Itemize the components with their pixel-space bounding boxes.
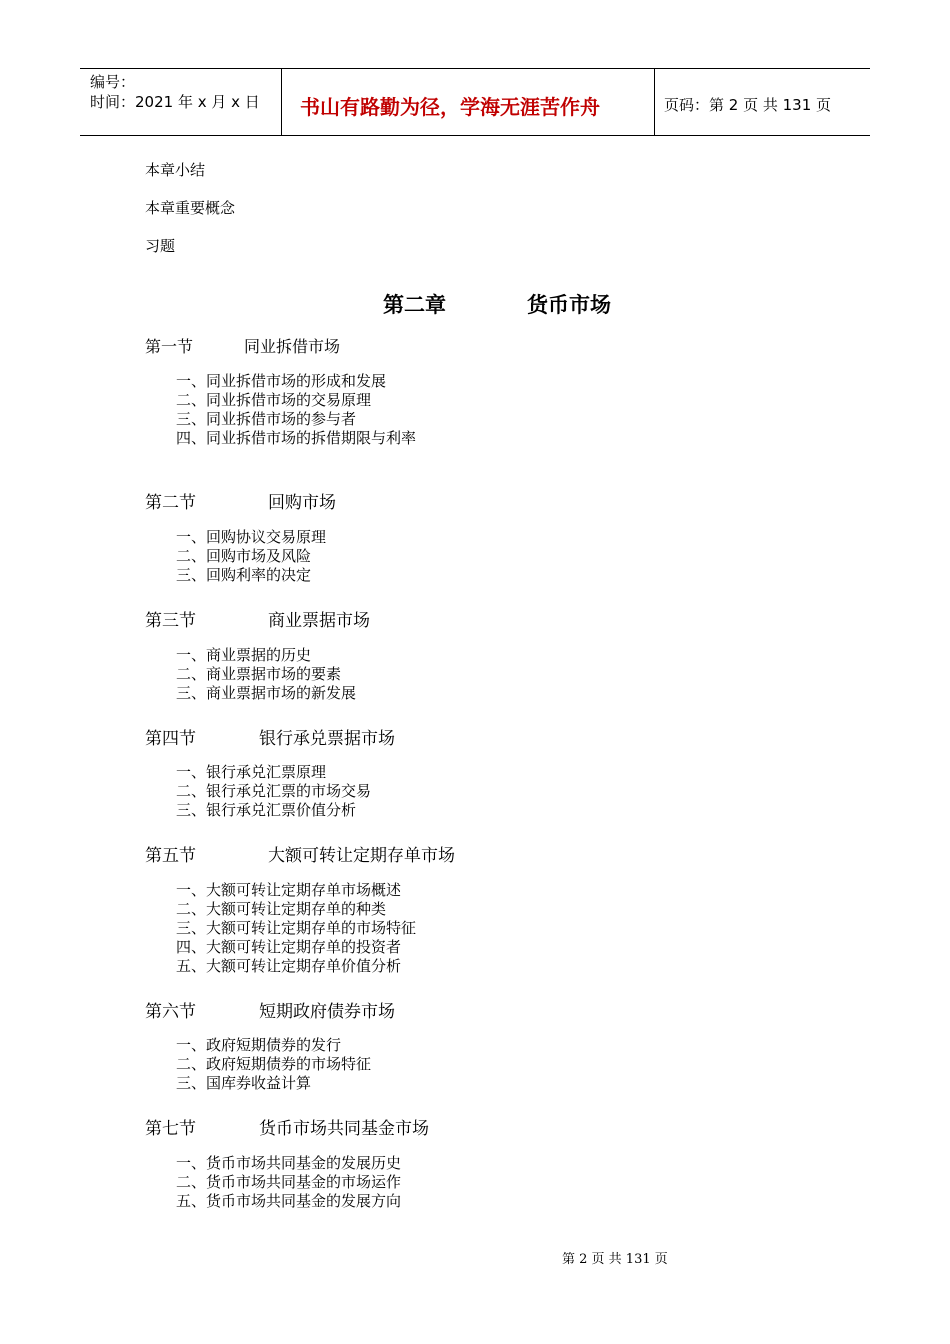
section-item: 四、大额可转让定期存单的投资者: [176, 938, 402, 956]
section-item: 一、政府短期债券的发行: [176, 1036, 342, 1054]
intro-summary: 本章小结: [145, 161, 206, 179]
section-item: 二、货币市场共同基金的市场运作: [176, 1173, 402, 1191]
section-item: 四、同业拆借市场的拆借期限与利率: [176, 429, 417, 447]
section-item: 一、同业拆借市场的形成和发展: [176, 372, 387, 390]
section-item: 三、大额可转让定期存单的市场特征: [176, 919, 417, 937]
section-item: 二、大额可转让定期存单的种类: [176, 900, 387, 918]
section-item: 五、大额可转让定期存单价值分析: [176, 957, 402, 975]
section-item: 二、银行承兑汇票的市场交易: [176, 782, 372, 800]
section-item: 二、商业票据市场的要素: [176, 665, 342, 683]
section-item: 二、回购市场及风险: [176, 547, 312, 565]
section-title: 回购市场: [268, 493, 336, 513]
section-item: 二、政府短期债券的市场特征: [176, 1055, 372, 1073]
section-item: 五、货币市场共同基金的发展方向: [176, 1192, 402, 1210]
section-title: 短期政府债券市场: [259, 1002, 395, 1022]
section-item: 三、同业拆借市场的参与者: [176, 410, 357, 428]
section-item: 一、货币市场共同基金的发展历史: [176, 1154, 402, 1172]
section-item: 三、银行承兑汇票价值分析: [176, 801, 357, 819]
header-bottom-rule: [80, 135, 870, 136]
section-number: 第六节: [145, 1002, 196, 1022]
section-item: 三、商业票据市场的新发展: [176, 684, 357, 702]
section-item: 三、国库券收益计算: [176, 1074, 312, 1092]
section-item: 一、银行承兑汇票原理: [176, 763, 327, 781]
section-title: 银行承兑票据市场: [259, 729, 395, 749]
header-number-label: 编号：: [90, 73, 136, 91]
section-item: 二、同业拆借市场的交易原理: [176, 391, 372, 409]
section-title: 商业票据市场: [268, 611, 370, 631]
section-number: 第一节: [145, 337, 194, 356]
section-item: 三、回购利率的决定: [176, 566, 312, 584]
section-number: 第三节: [145, 611, 196, 631]
header-motto: 书山有路勤为径，学海无涯苦作舟: [300, 95, 600, 119]
section-number: 第五节: [145, 846, 196, 866]
section-title: 同业拆借市场: [244, 337, 341, 356]
intro-concepts: 本章重要概念: [145, 199, 236, 217]
header-divider-left: [281, 68, 282, 136]
header-divider-right: [654, 68, 655, 136]
page-footer: 第 2 页 共 131 页: [562, 1252, 668, 1267]
section-number: 第七节: [145, 1119, 196, 1139]
section-item: 一、大额可转让定期存单市场概述: [176, 881, 402, 899]
section-item: 一、回购协议交易原理: [176, 528, 327, 546]
header-page-info: 页码：第 2 页 共 131 页: [664, 96, 832, 114]
header-date: 时间：2021 年 x 月 x 日: [90, 93, 260, 111]
chapter-title: 货币市场: [527, 293, 611, 317]
section-title: 大额可转让定期存单市场: [268, 846, 455, 866]
section-item: 一、商业票据的历史: [176, 646, 312, 664]
section-number: 第四节: [145, 729, 196, 749]
chapter-number: 第二章: [383, 293, 446, 317]
intro-exercises: 习题: [145, 237, 176, 255]
section-number: 第二节: [145, 493, 196, 513]
header-top-rule: [80, 68, 870, 69]
section-title: 货币市场共同基金市场: [259, 1119, 429, 1139]
